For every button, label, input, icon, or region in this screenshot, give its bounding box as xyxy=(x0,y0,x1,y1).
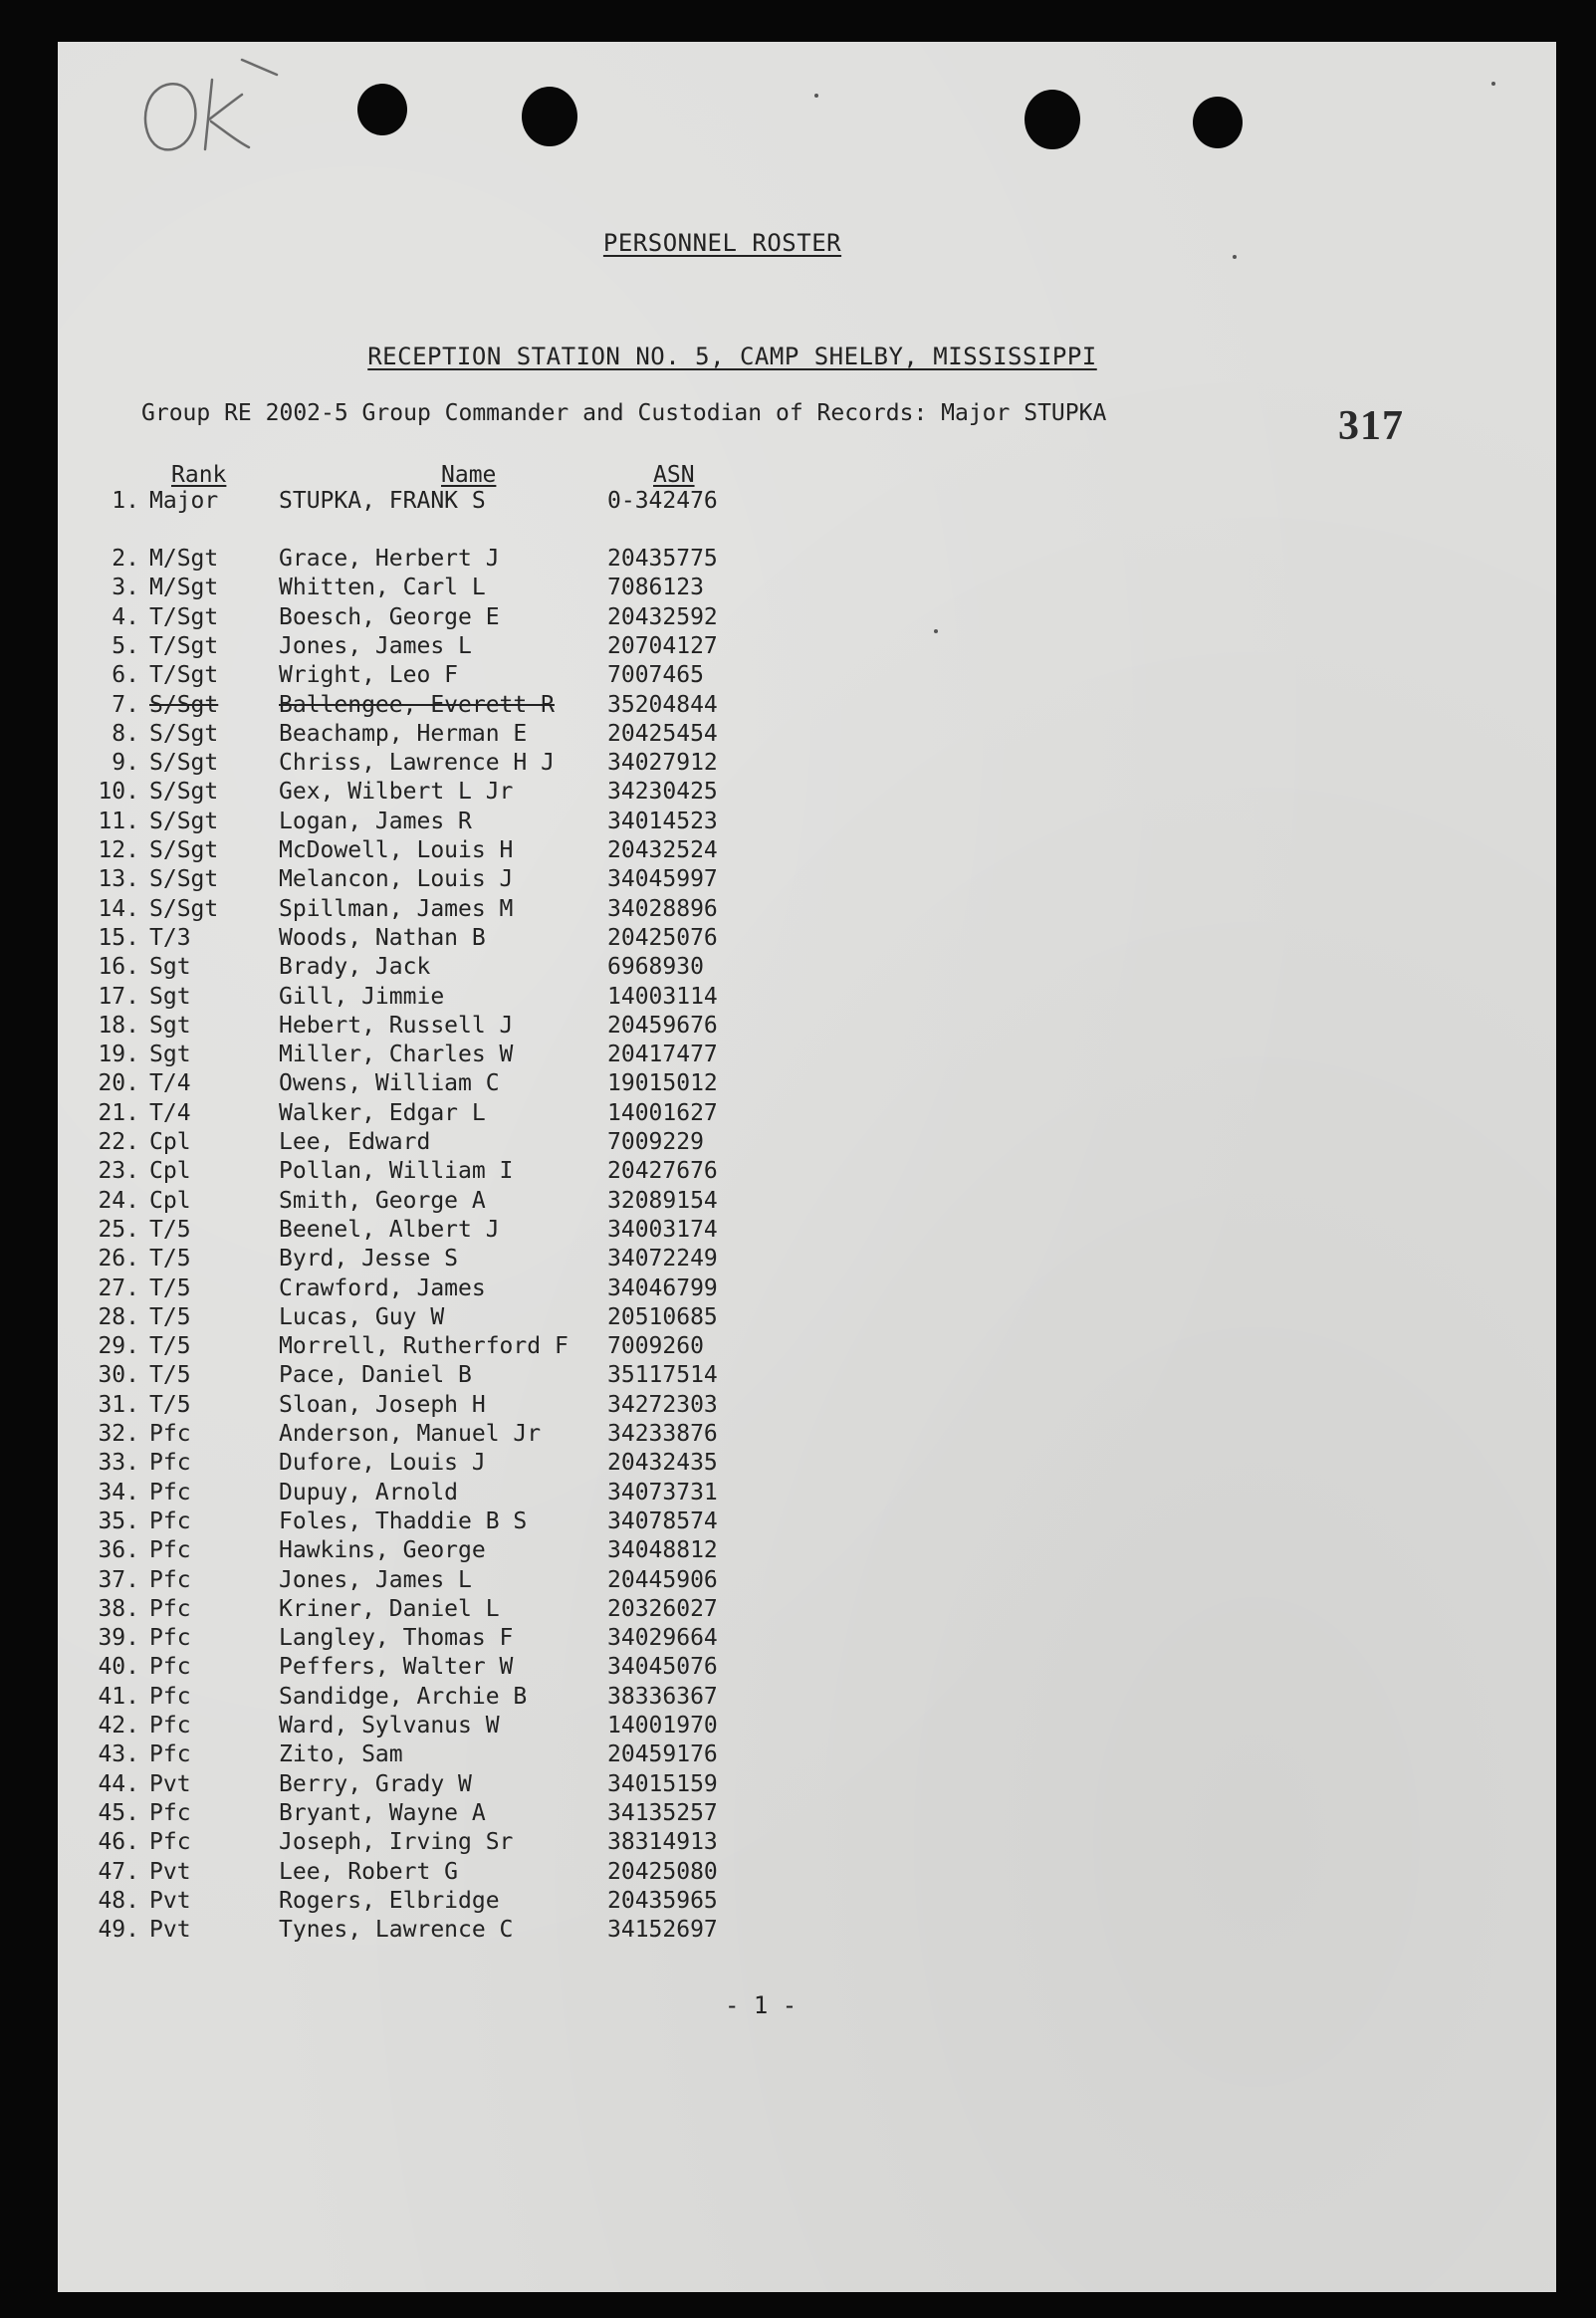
roster-number: 45. xyxy=(98,1799,139,1826)
roster-number: 22. xyxy=(98,1129,139,1155)
speck xyxy=(934,629,938,633)
roster-number: 30. xyxy=(98,1362,139,1389)
roster-row xyxy=(58,1567,814,1596)
roster-rank: S/Sgt xyxy=(149,808,219,834)
roster-rank: Sgt xyxy=(149,1012,191,1039)
roster-name: Lee, Edward xyxy=(279,1129,431,1155)
roster-row xyxy=(58,866,814,895)
roster-name: Grace, Herbert J xyxy=(279,546,500,572)
roster-number: 49. xyxy=(98,1917,139,1944)
roster-asn: 34045997 xyxy=(607,866,718,893)
roster-rank: Pvt xyxy=(149,1917,191,1944)
roster-name: Anderson, Manuel Jr xyxy=(279,1421,542,1447)
document-page xyxy=(58,42,1556,2292)
roster-rank: T/3 xyxy=(149,924,191,951)
roster-rank: T/Sgt xyxy=(149,632,219,659)
document-title: PERSONNEL ROSTER xyxy=(602,229,842,257)
handwritten-ok-mark xyxy=(117,50,317,169)
roster-name: Walker, Edgar L xyxy=(279,1099,486,1126)
roster-rank: Pvt xyxy=(149,1887,191,1914)
roster-row xyxy=(58,1800,814,1829)
roster-row xyxy=(58,1508,814,1537)
roster-rank: T/4 xyxy=(149,1099,191,1126)
roster-row xyxy=(58,779,814,808)
roster-number: 15. xyxy=(98,924,139,951)
roster-number: 46. xyxy=(98,1829,139,1856)
roster-rank: Pvt xyxy=(149,1858,191,1885)
roster-name: Berry, Grady W xyxy=(279,1770,472,1797)
roster-asn: 19015012 xyxy=(607,1070,718,1097)
roster-asn: 20432524 xyxy=(607,837,718,863)
roster-row xyxy=(58,1480,814,1508)
roster-number: 34. xyxy=(98,1479,139,1506)
roster-rank: Sgt xyxy=(149,983,191,1010)
roster-rank: Pfc xyxy=(149,1713,191,1738)
roster-name: Jones, James L xyxy=(279,1566,472,1593)
roster-asn: 7007465 xyxy=(607,662,704,689)
roster-asn: 7009260 xyxy=(607,1333,704,1360)
roster-asn: 34027912 xyxy=(607,750,718,777)
roster-asn: 20432592 xyxy=(607,603,718,630)
roster-number: 28. xyxy=(98,1303,139,1330)
roster-rank: Cpl xyxy=(149,1187,191,1214)
roster-asn: 34152697 xyxy=(607,1917,718,1944)
roster-rank: T/Sgt xyxy=(149,603,219,630)
roster-row xyxy=(58,1333,814,1362)
roster-number: 7. xyxy=(112,691,139,718)
roster-name: Spillman, James M xyxy=(279,895,514,922)
roster-asn: 7086123 xyxy=(607,575,704,601)
roster-asn: 34048812 xyxy=(607,1537,718,1564)
roster-asn: 20425080 xyxy=(607,1858,718,1885)
roster-number: 33. xyxy=(98,1450,139,1477)
punch-hole xyxy=(1193,97,1243,148)
roster-row xyxy=(58,1684,814,1713)
roster-row xyxy=(58,721,814,750)
roster-row xyxy=(58,1859,814,1888)
roster-row xyxy=(58,1392,814,1421)
roster-number: 38. xyxy=(98,1595,139,1622)
roster-row xyxy=(58,1450,814,1479)
roster-asn: 34230425 xyxy=(607,779,718,806)
roster-row xyxy=(58,1042,814,1070)
roster-row xyxy=(58,954,814,983)
column-header-name: Name xyxy=(441,462,497,488)
roster-asn: 20459176 xyxy=(607,1741,718,1768)
roster-row xyxy=(58,1625,814,1654)
roster-asn: 20427676 xyxy=(607,1158,718,1185)
roster-name: Joseph, Irving Sr xyxy=(279,1829,514,1856)
roster-row xyxy=(58,1100,814,1129)
roster-name: Woods, Nathan B xyxy=(279,924,486,951)
roster-row xyxy=(58,1304,814,1333)
roster-rank: Major xyxy=(149,488,219,514)
roster-name: Sloan, Joseph H xyxy=(279,1391,486,1418)
roster-name: Langley, Thomas F xyxy=(279,1625,514,1652)
roster-number: 14. xyxy=(98,895,139,922)
roster-name: Byrd, Jesse S xyxy=(279,1246,459,1273)
roster-row xyxy=(58,1888,814,1917)
roster-asn: 14003114 xyxy=(607,983,718,1010)
roster-name: Ballengee, Everett R xyxy=(279,691,555,718)
roster-row xyxy=(58,604,814,633)
roster-row xyxy=(58,1741,814,1770)
roster-name: Crawford, James xyxy=(279,1275,486,1301)
roster-name: Gill, Jimmie xyxy=(279,983,445,1010)
punch-hole xyxy=(357,84,407,135)
roster-row xyxy=(58,1596,814,1625)
roster-rank: S/Sgt xyxy=(149,750,219,777)
roster-row xyxy=(58,1917,814,1946)
roster-asn: 34272303 xyxy=(607,1391,718,1418)
roster-asn: 20326027 xyxy=(607,1595,718,1622)
roster-name: Kriner, Daniel L xyxy=(279,1595,500,1622)
roster-asn: 20432435 xyxy=(607,1450,718,1477)
roster-number: 47. xyxy=(98,1858,139,1885)
roster-rank: S/Sgt xyxy=(149,866,219,893)
roster-asn: 20435775 xyxy=(607,546,718,572)
roster-number: 32. xyxy=(98,1421,139,1447)
roster-name: Gex, Wilbert L Jr xyxy=(279,779,514,806)
roster-asn: 35204844 xyxy=(607,691,718,718)
column-header-rank: Rank xyxy=(171,462,227,488)
roster-rank: Pfc xyxy=(149,1507,191,1534)
roster-row xyxy=(58,925,814,954)
roster-asn: 34233876 xyxy=(607,1421,718,1447)
roster-row xyxy=(58,1362,814,1391)
roster-row xyxy=(58,546,814,575)
roster-asn: 34029664 xyxy=(607,1625,718,1652)
roster-asn: 34073731 xyxy=(607,1479,718,1506)
column-header-asn: ASN xyxy=(653,462,695,488)
roster-asn: 34045076 xyxy=(607,1654,718,1681)
roster-rank: Cpl xyxy=(149,1158,191,1185)
speck xyxy=(1491,82,1495,86)
roster-rank: Pfc xyxy=(149,1479,191,1506)
roster-name: Pace, Daniel B xyxy=(279,1362,472,1389)
roster-number: 10. xyxy=(98,779,139,806)
roster-row xyxy=(58,750,814,779)
roster-row xyxy=(58,1217,814,1246)
roster-number: 12. xyxy=(98,837,139,863)
roster-asn: 34072249 xyxy=(607,1246,718,1273)
roster-name: Beenel, Albert J xyxy=(279,1216,500,1243)
roster-number: 11. xyxy=(98,808,139,834)
roster-asn: 20445906 xyxy=(607,1566,718,1593)
roster-number: 4. xyxy=(112,603,139,630)
roster-rank: Cpl xyxy=(149,1129,191,1155)
roster-number: 19. xyxy=(98,1042,139,1068)
roster-name: STUPKA, FRANK S xyxy=(279,488,486,514)
roster-name: Tynes, Lawrence C xyxy=(279,1917,514,1944)
roster-name: Brady, Jack xyxy=(279,954,431,981)
roster-number: 6. xyxy=(112,662,139,689)
roster-rank: T/5 xyxy=(149,1391,191,1418)
roster-number: 48. xyxy=(98,1887,139,1914)
roster-number: 26. xyxy=(98,1246,139,1273)
roster-name: McDowell, Louis H xyxy=(279,837,514,863)
roster-number: 23. xyxy=(98,1158,139,1185)
roster-row xyxy=(58,1275,814,1304)
roster-name: Lucas, Guy W xyxy=(279,1303,445,1330)
roster-name: Ward, Sylvanus W xyxy=(279,1713,500,1738)
roster-name: Lee, Robert G xyxy=(279,1858,459,1885)
roster-row xyxy=(58,692,814,721)
roster-number: 21. xyxy=(98,1099,139,1126)
roster-asn: 20425076 xyxy=(607,924,718,951)
roster-number: 16. xyxy=(98,954,139,981)
roster-name: Chriss, Lawrence H J xyxy=(279,750,555,777)
roster-number: 36. xyxy=(98,1537,139,1564)
punch-hole xyxy=(522,87,577,146)
roster-rank: T/5 xyxy=(149,1303,191,1330)
roster-row xyxy=(58,1829,814,1858)
roster-name: Dufore, Louis J xyxy=(279,1450,486,1477)
roster-number: 9. xyxy=(112,750,139,777)
punch-hole xyxy=(1025,90,1080,149)
roster-number: 40. xyxy=(98,1654,139,1681)
roster-asn: 34015159 xyxy=(607,1770,718,1797)
roster-name: Miller, Charles W xyxy=(279,1042,514,1068)
roster-rank: Pfc xyxy=(149,1537,191,1564)
roster-rank: S/Sgt xyxy=(149,691,219,718)
roster-asn: 0-342476 xyxy=(607,488,718,514)
roster-rank: T/5 xyxy=(149,1275,191,1301)
roster-rank: Sgt xyxy=(149,1042,191,1068)
roster-row xyxy=(58,1654,814,1683)
roster-rank: S/Sgt xyxy=(149,720,219,747)
roster-name: Sandidge, Archie B xyxy=(279,1683,528,1710)
roster-name: Rogers, Elbridge xyxy=(279,1887,500,1914)
roster-asn: 20704127 xyxy=(607,632,718,659)
page-number: - 1 - xyxy=(725,1991,798,2019)
roster-name: Hebert, Russell J xyxy=(279,1012,514,1039)
roster-name: Dupuy, Arnold xyxy=(279,1479,459,1506)
roster-asn: 34046799 xyxy=(607,1275,718,1301)
roster-rank: T/5 xyxy=(149,1246,191,1273)
roster-rank: Pfc xyxy=(149,1799,191,1826)
roster-number: 29. xyxy=(98,1333,139,1360)
roster-name: Logan, James R xyxy=(279,808,472,834)
roster-row xyxy=(58,1246,814,1275)
group-line: Group RE 2002-5 Group Commander and Custodian of Records: Major STUPKA xyxy=(141,400,1107,426)
roster-asn: 32089154 xyxy=(607,1187,718,1214)
roster-rank: Pfc xyxy=(149,1625,191,1652)
roster-asn: 34028896 xyxy=(607,895,718,922)
roster-rank: T/Sgt xyxy=(149,662,219,689)
roster-name: Foles, Thaddie B S xyxy=(279,1507,528,1534)
roster-row xyxy=(58,809,814,837)
roster-rank: M/Sgt xyxy=(149,546,219,572)
roster-name: Beachamp, Herman E xyxy=(279,720,528,747)
roster-name: Hawkins, George xyxy=(279,1537,486,1564)
roster-row xyxy=(58,896,814,925)
roster-row xyxy=(58,837,814,866)
roster-row xyxy=(58,1013,814,1042)
roster-row xyxy=(58,1713,814,1741)
station-title: RECEPTION STATION NO. 5, CAMP SHELBY, MISSISSIPPI xyxy=(367,343,1097,370)
roster-number: 20. xyxy=(98,1070,139,1097)
roster-rank: S/Sgt xyxy=(149,779,219,806)
roster-row xyxy=(58,1129,814,1158)
speck xyxy=(814,94,818,98)
roster-asn: 14001627 xyxy=(607,1099,718,1126)
roster-asn: 20459676 xyxy=(607,1012,718,1039)
roster-name: Wright, Leo F xyxy=(279,662,459,689)
roster-rank: T/5 xyxy=(149,1362,191,1389)
roster-row xyxy=(58,1188,814,1217)
roster-number: 2. xyxy=(112,546,139,572)
roster-number: 18. xyxy=(98,1012,139,1039)
roster-name: Pollan, William I xyxy=(279,1158,514,1185)
roster-number: 41. xyxy=(98,1683,139,1710)
roster-rank: S/Sgt xyxy=(149,895,219,922)
roster-name: Whitten, Carl L xyxy=(279,575,486,601)
roster-asn: 20435965 xyxy=(607,1887,718,1914)
roster-row xyxy=(58,984,814,1013)
roster-row xyxy=(58,1537,814,1566)
roster-rank: T/5 xyxy=(149,1333,191,1360)
roster-row xyxy=(58,662,814,691)
roster-number: 17. xyxy=(98,983,139,1010)
roster-row xyxy=(58,488,814,517)
roster-number: 5. xyxy=(112,632,139,659)
roster-name: Melancon, Louis J xyxy=(279,866,514,893)
roster-rank: Pfc xyxy=(149,1829,191,1856)
roster-rank: Sgt xyxy=(149,954,191,981)
roster-rank: T/5 xyxy=(149,1216,191,1243)
roster-row xyxy=(58,1070,814,1099)
roster-number: 31. xyxy=(98,1391,139,1418)
roster-name: Smith, George A xyxy=(279,1187,486,1214)
roster-rank: Pfc xyxy=(149,1595,191,1622)
roster-row xyxy=(58,633,814,662)
roster-rank: Pfc xyxy=(149,1683,191,1710)
roster-asn: 35117514 xyxy=(607,1362,718,1389)
roster-name: Morrell, Rutherford F xyxy=(279,1333,569,1360)
roster-row xyxy=(58,575,814,603)
roster-asn: 38314913 xyxy=(607,1829,718,1856)
roster-rank: T/4 xyxy=(149,1070,191,1097)
speck xyxy=(1233,255,1237,259)
roster-rank: M/Sgt xyxy=(149,575,219,601)
roster-rank: Pfc xyxy=(149,1566,191,1593)
roster-asn: 34014523 xyxy=(607,808,718,834)
roster-name: Boesch, George E xyxy=(279,603,500,630)
roster-number: 8. xyxy=(112,720,139,747)
roster-number: 37. xyxy=(98,1566,139,1593)
roster-asn: 20425454 xyxy=(607,720,718,747)
roster-row xyxy=(58,1771,814,1800)
roster-asn: 20510685 xyxy=(607,1303,718,1330)
roster-number: 25. xyxy=(98,1216,139,1243)
roster-asn: 34135257 xyxy=(607,1799,718,1826)
roster-asn: 6968930 xyxy=(607,954,704,981)
roster-number: 1. xyxy=(112,488,139,514)
roster-rank: Pvt xyxy=(149,1770,191,1797)
roster-number: 43. xyxy=(98,1741,139,1768)
roster-rank: Pfc xyxy=(149,1421,191,1447)
roster-number: 44. xyxy=(98,1770,139,1797)
page-stamp: 317 xyxy=(1338,403,1404,449)
roster-number: 24. xyxy=(98,1187,139,1214)
roster-rank: Pfc xyxy=(149,1741,191,1768)
roster-rank: Pfc xyxy=(149,1654,191,1681)
roster-asn: 34003174 xyxy=(607,1216,718,1243)
roster-name: Jones, James L xyxy=(279,632,472,659)
roster-asn: 7009229 xyxy=(607,1129,704,1155)
roster-rank: S/Sgt xyxy=(149,837,219,863)
roster-name: Zito, Sam xyxy=(279,1741,403,1768)
roster-number: 3. xyxy=(112,575,139,601)
roster-asn: 14001970 xyxy=(607,1713,718,1738)
roster-number: 27. xyxy=(98,1275,139,1301)
roster-number: 42. xyxy=(98,1713,139,1738)
roster-asn: 38336367 xyxy=(607,1683,718,1710)
roster-rank: Pfc xyxy=(149,1450,191,1477)
roster-row xyxy=(58,1421,814,1450)
roster-number: 35. xyxy=(98,1507,139,1534)
roster-asn: 34078574 xyxy=(607,1507,718,1534)
roster-number: 13. xyxy=(98,866,139,893)
roster-number: 39. xyxy=(98,1625,139,1652)
roster-name: Bryant, Wayne A xyxy=(279,1799,486,1826)
roster-row xyxy=(58,1158,814,1187)
roster-name: Owens, William C xyxy=(279,1070,500,1097)
roster-asn: 20417477 xyxy=(607,1042,718,1068)
roster-name: Peffers, Walter W xyxy=(279,1654,514,1681)
